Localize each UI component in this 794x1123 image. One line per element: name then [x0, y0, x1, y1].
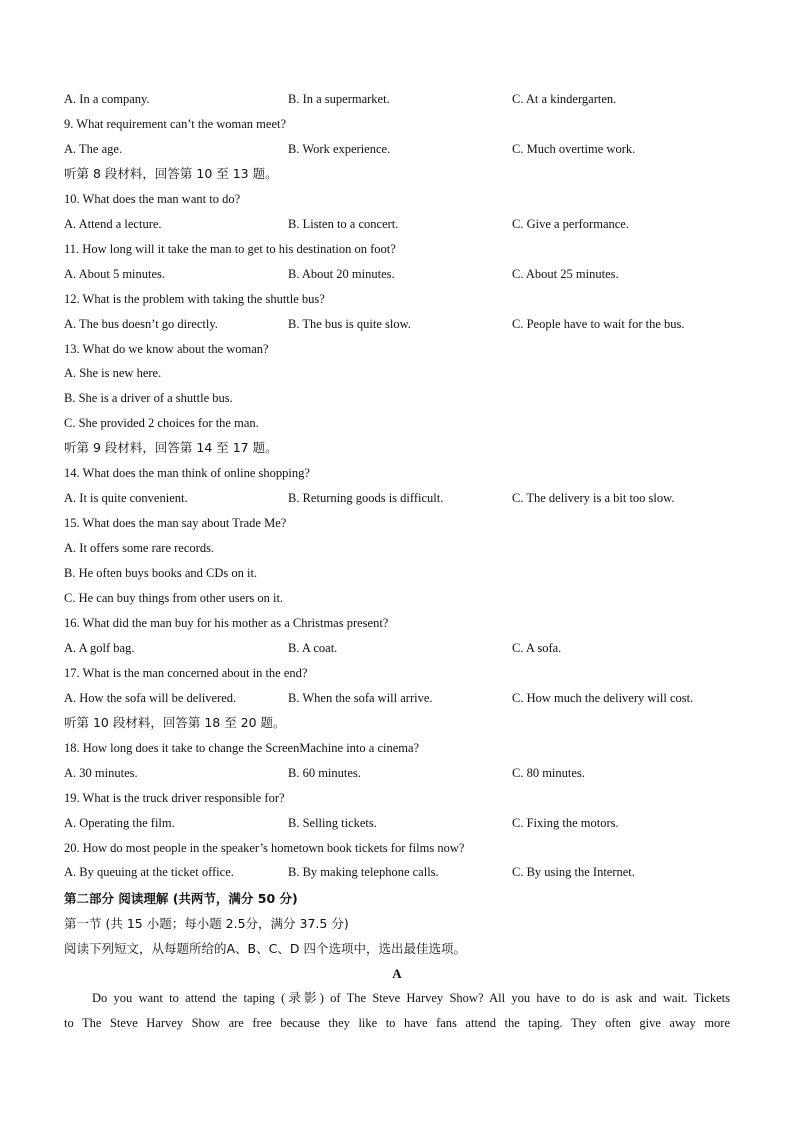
option-c: C. The delivery is a bit too slow.: [512, 491, 675, 505]
question-line: 12. What is the problem with taking the shuttle bus?: [64, 292, 325, 306]
option-b: B. In a supermarket.: [288, 92, 390, 106]
option-a: A. How the sofa will be delivered.: [64, 691, 237, 705]
listening-instruction: 听第 10 段材料，回答第 18 至 20 题。: [64, 715, 286, 730]
listening-instruction: 听第 9 段材料，回答第 14 至 17 题。: [64, 440, 278, 455]
question-line: 10. What does the man want to do?: [64, 192, 241, 206]
question-line: 15. What does the man say about Trade Me?: [64, 516, 287, 530]
passage-line-1: Do you want to attend the taping (录影) of The Steve Harvey Show? All you have to do is ask and wait. Tickets: [92, 991, 730, 1005]
option-b: B. When the sofa will arrive.: [288, 691, 433, 705]
question-line: 14. What does the man think of online shopping?: [64, 466, 310, 480]
reading-instruction: 阅读下列短文，从每题所给的A、B、C、D 四个选项中，选出最佳选项。: [64, 941, 466, 956]
option-b: B. A coat.: [288, 641, 338, 655]
option-a: A. By queuing at the ticket office.: [64, 865, 234, 879]
passage-label: A: [392, 966, 402, 981]
question-line: C. He can buy things from other users on it.: [64, 591, 284, 605]
listening-instruction: 听第 8 段材料，回答第 10 至 13 题。: [64, 166, 278, 181]
option-b: B. By making telephone calls.: [288, 865, 439, 879]
passage-line-2: to The Steve Harvey Show are free because they like to have fans attend the taping. They often give away more: [64, 1016, 730, 1030]
question-line: 16. What did the man buy for his mother as a Christmas present?: [64, 616, 389, 630]
option-a: A. A golf bag.: [64, 641, 135, 655]
option-a: A. 30 minutes.: [64, 766, 138, 780]
option-a: A. About 5 minutes.: [64, 267, 166, 281]
option-a: A. The bus doesn’t go directly.: [64, 317, 218, 331]
option-b: B. Listen to a concert.: [288, 217, 399, 231]
option-c: C. A sofa.: [512, 641, 562, 655]
question-line: 20. How do most people in the speaker’s hometown book tickets for films now?: [64, 841, 465, 855]
question-line: 18. How long does it take to change the ScreenMachine into a cinema?: [64, 741, 420, 755]
option-c: C. By using the Internet.: [512, 865, 635, 879]
option-c: C. How much the delivery will cost.: [512, 691, 694, 705]
option-b: B. The bus is quite slow.: [288, 317, 411, 331]
option-b: B. Selling tickets.: [288, 816, 377, 830]
question-line: 13. What do we know about the woman?: [64, 342, 269, 356]
option-a: A. In a company.: [64, 92, 150, 106]
option-c: C. Fixing the motors.: [512, 816, 619, 830]
option-a: A. Attend a lecture.: [64, 217, 162, 231]
question-line: 19. What is the truck driver responsible for?: [64, 791, 285, 805]
question-line: 9. What requirement can’t the woman meet?: [64, 117, 287, 131]
option-a: A. It is quite convenient.: [64, 491, 188, 505]
option-b: B. Work experience.: [288, 142, 391, 156]
section-one-heading: 第一节 (共 15 小题；每小题 2.5分，满分 37.5 分): [64, 916, 349, 931]
question-line: B. She is a driver of a shuttle bus.: [64, 391, 233, 405]
question-line: 11. How long will it take the man to get to his destination on foot?: [64, 242, 396, 256]
option-c: C. 80 minutes.: [512, 766, 585, 780]
option-c: C. Give a performance.: [512, 217, 629, 231]
question-line: A. She is new here.: [64, 366, 162, 380]
question-line: B. He often buys books and CDs on it.: [64, 566, 258, 580]
option-b: B. Returning goods is difficult.: [288, 491, 444, 505]
part-two-title: 第二部分 阅读理解 (共两节，满分 50 分): [64, 891, 298, 906]
option-a: A. Operating the film.: [64, 816, 175, 830]
option-b: B. About 20 minutes.: [288, 267, 395, 281]
option-c: C. At a kindergarten.: [512, 92, 617, 106]
option-a: A. The age.: [64, 142, 123, 156]
option-c: C. People have to wait for the bus.: [512, 317, 685, 331]
option-c: C. Much overtime work.: [512, 142, 636, 156]
question-line: A. It offers some rare records.: [64, 541, 215, 555]
question-line: 17. What is the man concerned about in the end?: [64, 666, 308, 680]
option-b: B. 60 minutes.: [288, 766, 361, 780]
option-c: C. About 25 minutes.: [512, 267, 619, 281]
question-line: C. She provided 2 choices for the man.: [64, 416, 259, 430]
